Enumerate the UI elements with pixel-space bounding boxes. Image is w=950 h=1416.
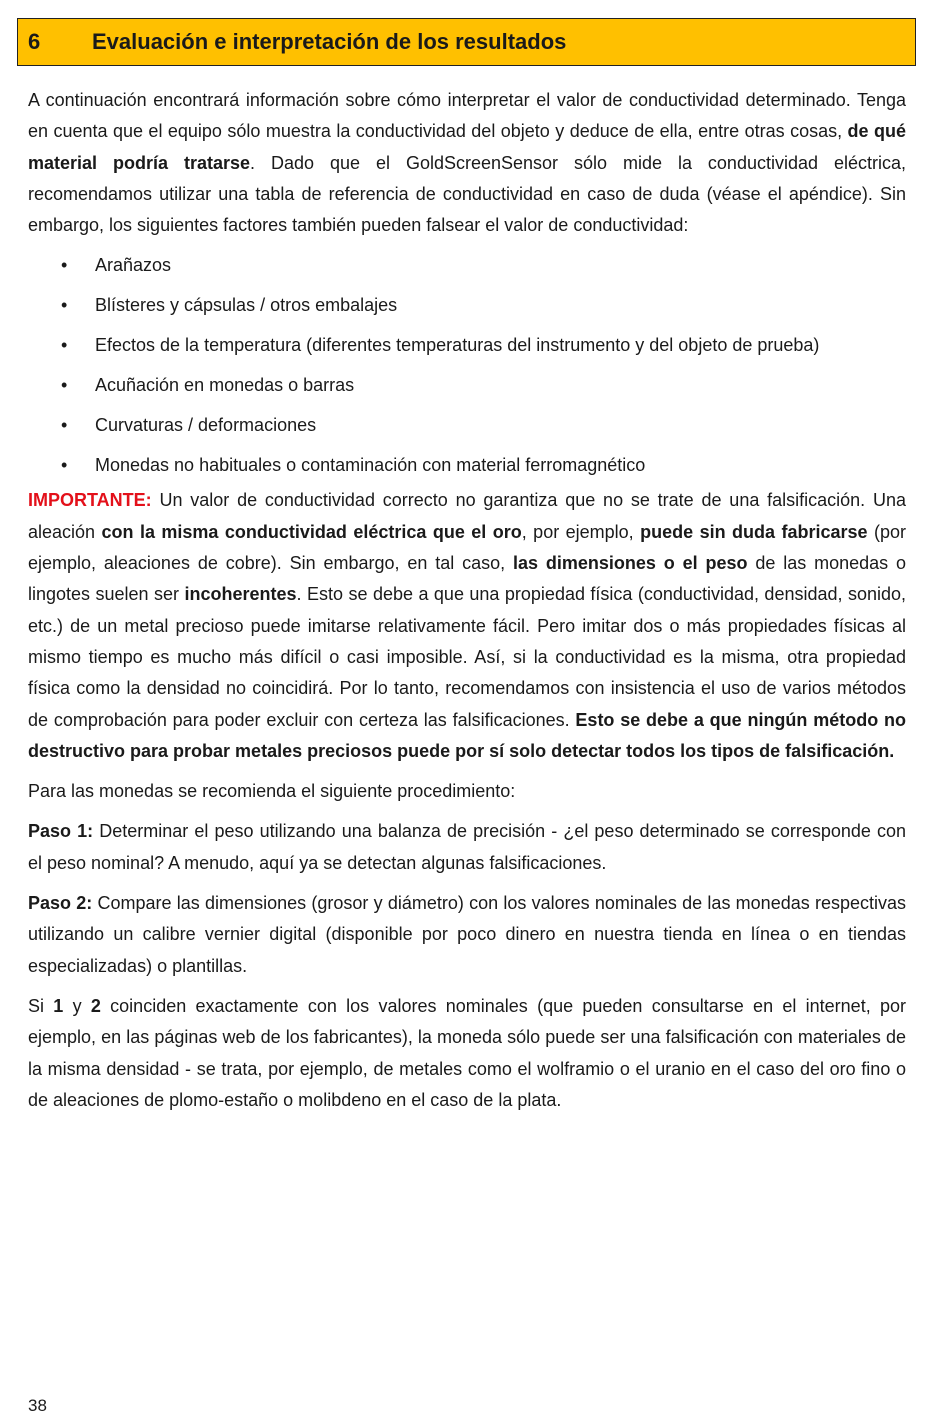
list-item xyxy=(28,450,906,481)
list-item-text: Monedas no habituales o contaminación con material ferromagnético xyxy=(95,455,646,476)
important-label: IMPORTANTE: xyxy=(28,490,152,511)
important-text-3: (por ejemplo, aleaciones de cobre). Sin embargo, en tal caso, xyxy=(28,521,906,574)
list-item-text: Blísteres y cápsulas / otros embalajes xyxy=(95,295,398,316)
bullet-icon: • xyxy=(61,375,68,396)
section-number: 6 xyxy=(28,29,41,54)
important-text-1: Un valor de conductividad correcto no garantiza que no se trate de una falsificación. Una aleación xyxy=(28,490,906,542)
step-2-paragraph xyxy=(28,888,906,982)
list-item-text: Acuñación en monedas o barras xyxy=(95,375,355,396)
bullet-icon: • xyxy=(61,455,68,476)
important-bold-3: las dimensiones o el peso xyxy=(512,553,748,574)
bullet-icon: • xyxy=(61,255,68,276)
bullet-icon: • xyxy=(61,335,68,356)
conclusion-text-2: y xyxy=(63,995,91,1016)
section-heading xyxy=(17,18,916,66)
procedure-intro: Para las monedas se recomienda el siguiente procedimiento: xyxy=(28,781,516,802)
important-bold-4: incoherentes xyxy=(184,584,297,605)
important-bold-2: puede sin duda fabricarse xyxy=(640,521,868,542)
bullet-icon: • xyxy=(61,415,68,436)
important-bold-1: con la misma conductividad eléctrica que el oro xyxy=(101,521,522,542)
section-title: Evaluación e interpretación de los resultados xyxy=(92,29,567,54)
conclusion-text-1: Si xyxy=(28,995,54,1016)
list-item xyxy=(28,410,906,441)
intro-bold-1: de qué material podría tratarse xyxy=(28,121,906,173)
list-item xyxy=(28,370,906,401)
conclusion-bold-1: 1 xyxy=(53,995,64,1016)
step-1-paragraph xyxy=(28,816,906,879)
step-1-label: Paso 1: xyxy=(28,821,94,842)
list-item xyxy=(28,330,906,361)
important-bold-5: Esto se debe a que ningún método no destructivo para probar metales preciosos puede por sí solo detectar todos los tipos de falsificación. xyxy=(28,709,906,761)
conclusion-bold-2: 2 xyxy=(90,995,101,1016)
step-2-label: Paso 2: xyxy=(28,893,93,914)
step-1-text: Determinar el peso utilizando una balanza de precisión - ¿el peso determinado se corresponde con el peso nominal? A menudo, aquí ya se detectan algunas falsificaciones. xyxy=(28,821,906,873)
important-text-2: , por ejemplo, xyxy=(521,521,641,542)
page-number: 38 xyxy=(28,1396,47,1415)
intro-text-2: . Dado que el GoldScreenSensor sólo mide la conductividad eléctrica, recomendamos utilizar una tabla de referencia de conductividad en caso de duda (véase el apéndice). Sin embargo, los siguientes factores también pueden falsear el valor de conductividad: xyxy=(28,152,906,236)
list-item-text: Efectos de la temperatura (diferentes temperaturas del instrumento y del objeto de prueba) xyxy=(95,335,820,356)
conclusion-paragraph xyxy=(28,991,906,1116)
step-2-text: Compare las dimensiones (grosor y diámetro) con los valores nominales de las monedas respectivas utilizando un calibre vernier digital (disponible por poco dinero en nuestra tienda en línea o en tiendas especializadas) o plantillas. xyxy=(28,893,907,976)
list-item xyxy=(28,290,906,321)
important-paragraph xyxy=(28,485,906,767)
important-text-4: de las monedas o lingotes suelen ser xyxy=(28,553,907,605)
important-text-5: . Esto se debe a que una propiedad física (conductividad, densidad, sonido, etc.) de un metal precioso puede imitarse relativamente fácil. Pero imitar dos o más propiedades físicas al mismo tiempo es mucho más difícil o casi imposible. Así, si la conductividad es la misma, otra propiedad física como la densidad no coincidirá. Por lo tanto, recomendamos con insistencia el uso de varios métodos de comprobación para poder excluir con certeza las falsificaciones. xyxy=(28,584,907,730)
list-item-text: Arañazos xyxy=(95,255,172,276)
bullet-icon: • xyxy=(61,295,68,316)
intro-text-1: A continuación encontrará información sobre cómo interpretar el valor de conductividad determinado. Tenga en cuenta que el equipo sólo muestra la conductividad del objeto y deduce de ella, entre otras cosas, xyxy=(28,90,906,142)
list-item-text: Curvaturas / deformaciones xyxy=(95,415,317,436)
factor-list xyxy=(28,250,906,481)
body-content xyxy=(28,85,906,1125)
intro-paragraph xyxy=(28,85,906,241)
list-item xyxy=(28,250,906,281)
conclusion-text-3: coinciden exactamente con los valores nominales (que pueden consultarse en el internet, por ejemplo, en las páginas web de los fabricantes), la moneda sólo puede ser una falsificación con materiales de la misma densidad - se trata, por ejemplo, de metales como el wolframio o el uranio en el caso del oro fino o de aleaciones de plomo-estaño o molibdeno en el caso de la plata. xyxy=(28,995,906,1110)
